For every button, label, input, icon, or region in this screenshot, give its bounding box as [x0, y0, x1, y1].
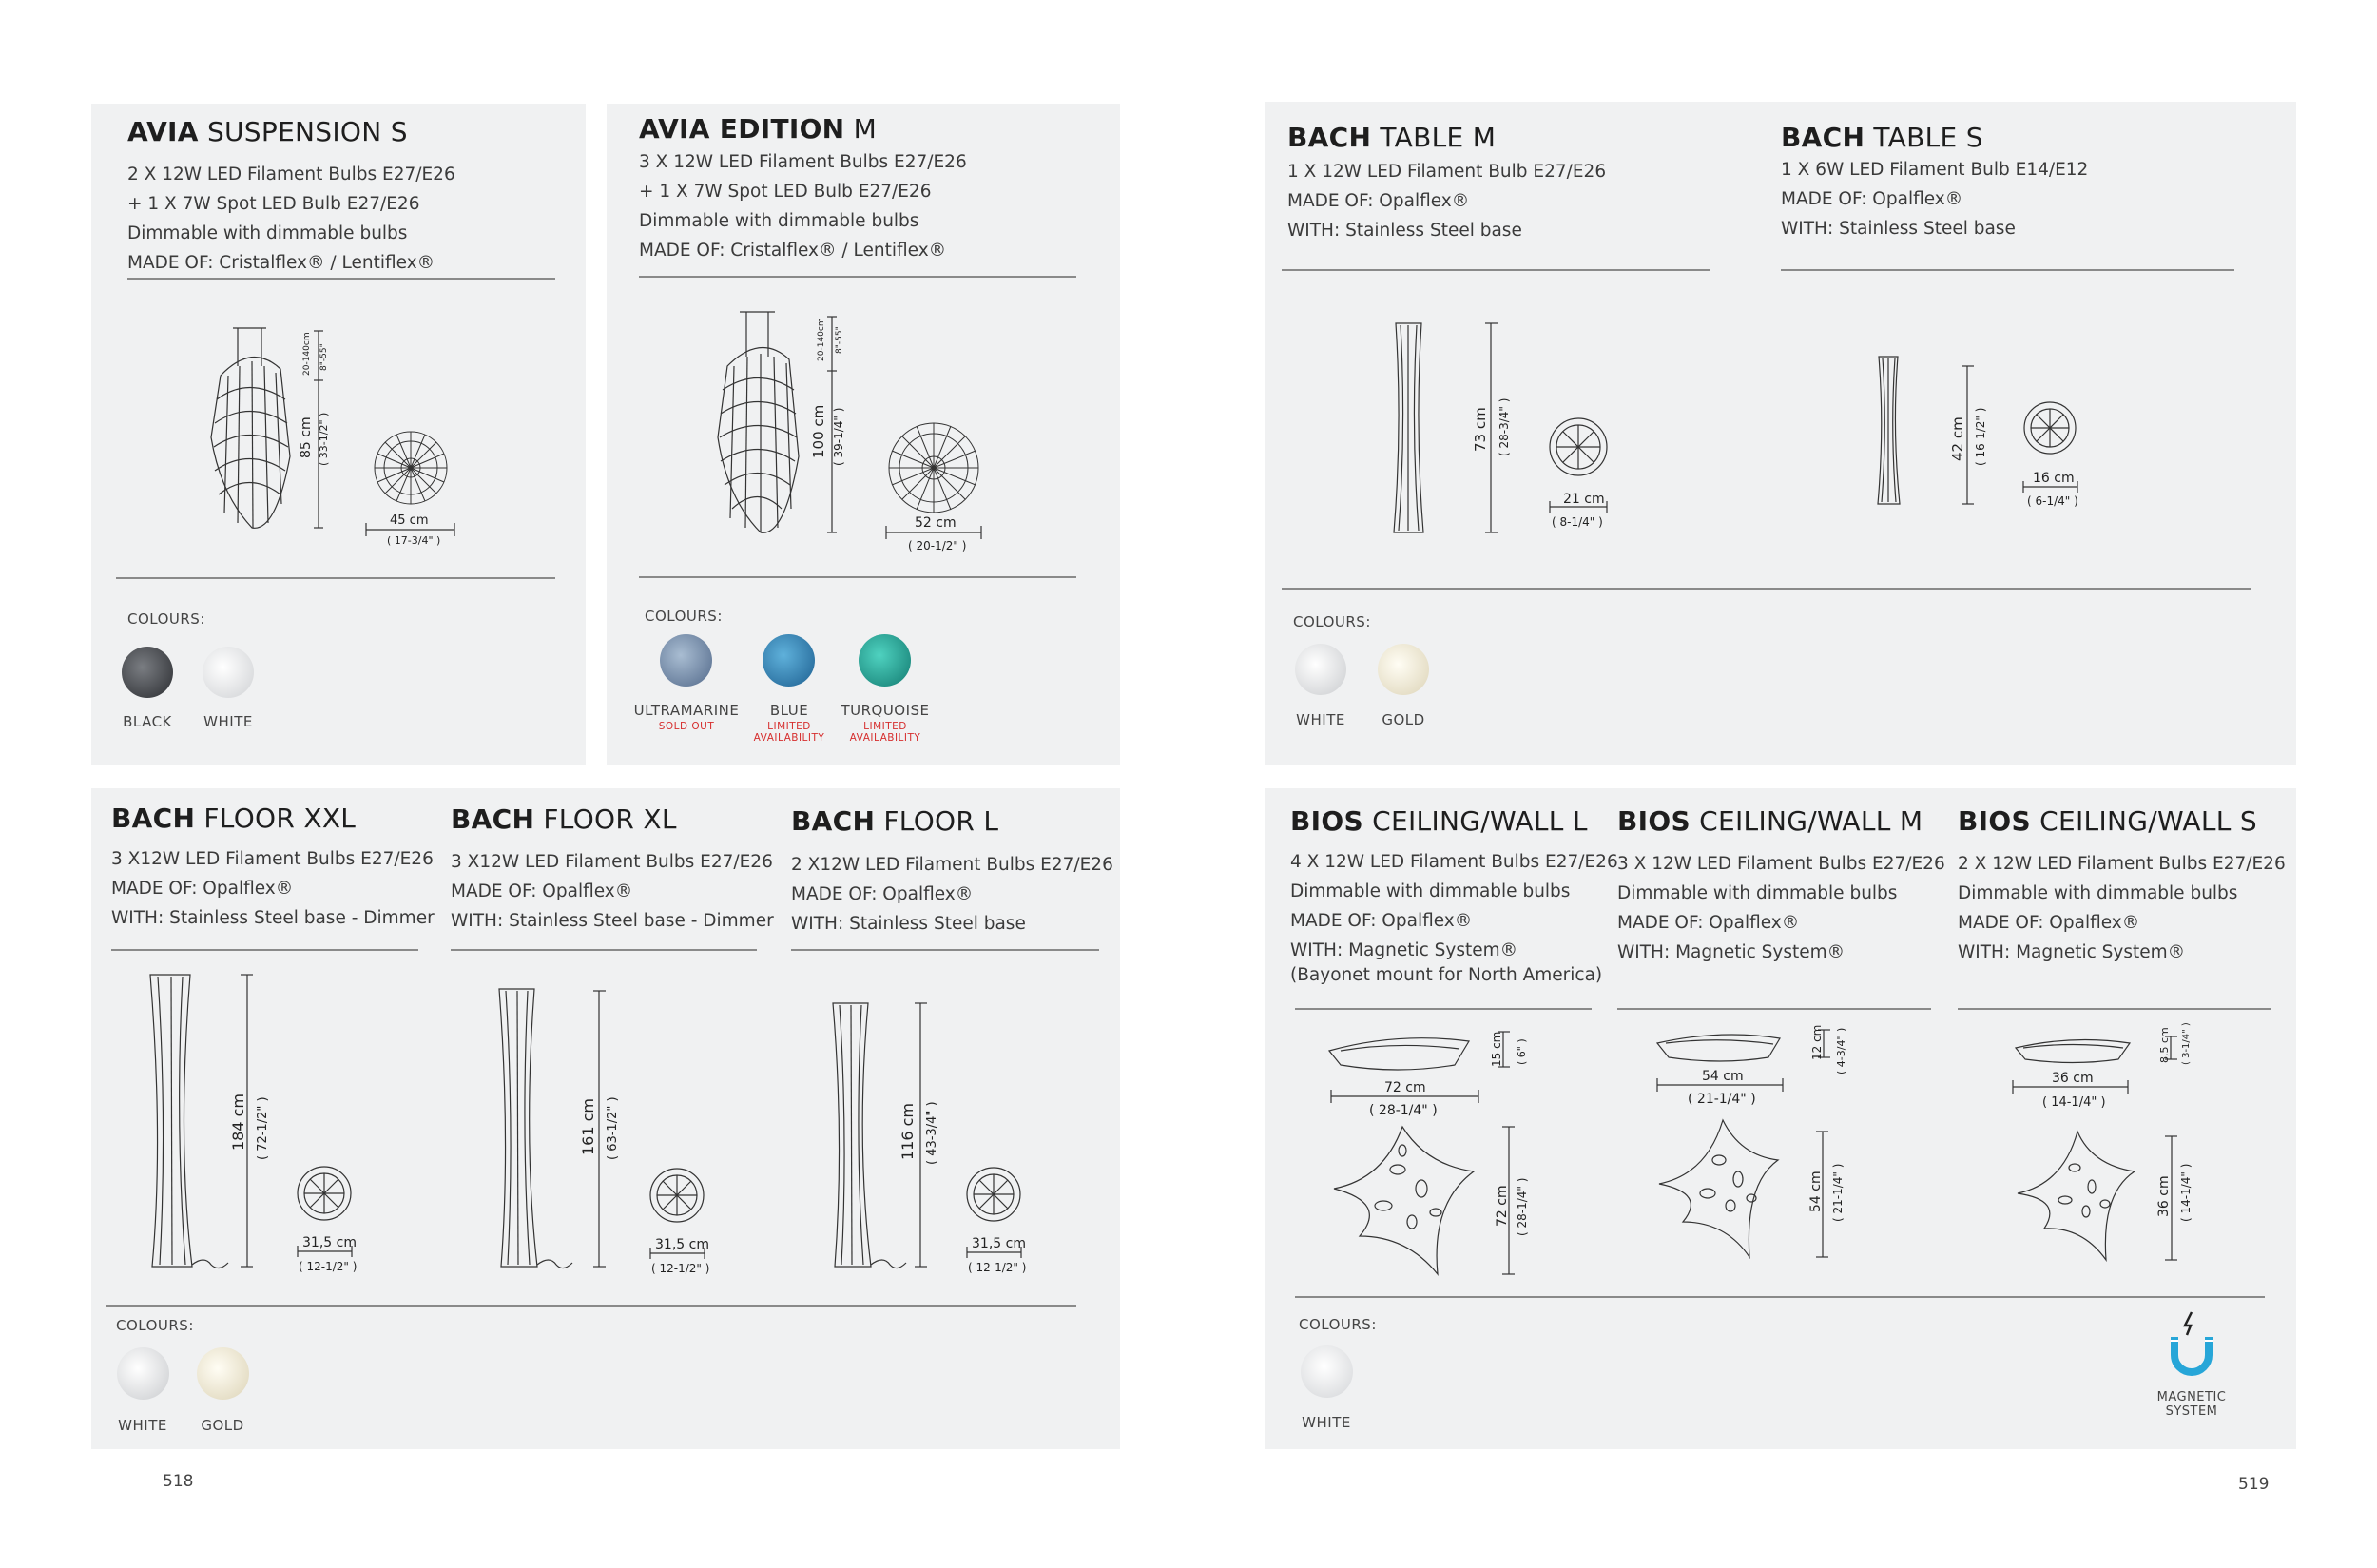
- spec-line: 3 X 12W LED Filament Bulbs E27/E26: [639, 152, 967, 172]
- colours-label: COLOURS:: [1293, 613, 1371, 630]
- page-number-right: 519: [2238, 1475, 2270, 1494]
- dim-depth-in: ( 3-1/4" ): [2181, 1022, 2192, 1065]
- colour-name: WHITE: [118, 1417, 167, 1434]
- colour-name: WHITE: [1302, 1414, 1351, 1431]
- spec-line: 2 X12W LED Filament Bulbs E27/E26: [791, 855, 1113, 875]
- spec-line: MADE OF: Opalflex®: [1287, 191, 1470, 211]
- dim-width-in: ( 8-1/4" ): [1552, 515, 1603, 529]
- spec-line: 3 X12W LED Filament Bulbs E27/E26: [451, 852, 773, 872]
- brand-name: BACH: [1287, 122, 1372, 153]
- dim-width: 45 cm: [390, 513, 429, 528]
- dim-length: 36 cm: [2156, 1175, 2172, 1217]
- dim-length-in: ( 21-1/4" ): [1831, 1163, 1845, 1222]
- spec-line: + 1 X 7W Spot LED Bulb E27/E26: [127, 194, 420, 214]
- colour-name: WHITE: [1296, 711, 1345, 728]
- spec-line: MADE OF: Cristalflex® / Lentiflex®: [127, 253, 435, 273]
- spec-line: 2 X 12W LED Filament Bulbs E27/E26: [127, 165, 455, 184]
- dim-height-in: ( 43-3/4" ): [925, 1101, 939, 1165]
- dim-width-in: ( 21-1/4" ): [1688, 1092, 1756, 1107]
- brand-name: BACH: [791, 805, 876, 837]
- dim-width: 52 cm: [915, 515, 957, 531]
- brand-name: BIOS: [1290, 805, 1363, 837]
- dim-height: 100 cm: [810, 404, 827, 458]
- spec-line: 2 X 12W LED Filament Bulbs E27/E26: [1958, 854, 2286, 874]
- dim-depth-in: ( 4-3/4" ): [1835, 1027, 1847, 1074]
- dim-width-in: ( 12-1/2" ): [651, 1262, 710, 1275]
- model-name: CEILING/WALL M: [1699, 805, 1923, 837]
- spec-line: Dimmable with dimmable bulbs: [127, 223, 408, 243]
- dim-height-in: ( 72-1/2" ): [256, 1096, 270, 1160]
- spec-line: MADE OF: Opalflex®: [1781, 189, 1963, 209]
- brand-name: BIOS: [1958, 805, 2031, 837]
- dim-depth: 8,5 cm: [2158, 1027, 2171, 1063]
- spec-line: Dimmable with dimmable bulbs: [1958, 883, 2238, 903]
- dim-width-in: ( 17-3/4" ): [387, 534, 441, 547]
- colour-note: LIMITED AVAILABILITY: [753, 721, 825, 744]
- colour-note: SOLD OUT: [658, 721, 715, 732]
- spec-line: Dimmable with dimmable bulbs: [1617, 883, 1898, 903]
- spec-line: WITH: Stainless Steel base: [1781, 219, 2016, 239]
- dim-width-in: ( 6-1/4" ): [2027, 494, 2078, 508]
- dim-height: 161 cm: [579, 1097, 597, 1155]
- brand-name: AVIA: [127, 116, 199, 147]
- colour-name: GOLD: [201, 1417, 244, 1434]
- model-name: SUSPENSION S: [206, 116, 408, 147]
- dim-height-in: ( 33-1/2" ): [318, 412, 330, 466]
- spec-line: MADE OF: Opalflex®: [1617, 913, 1800, 933]
- dim-width-in: ( 20-1/2" ): [908, 539, 967, 552]
- spec-line: 1 X 12W LED Filament Bulb E27/E26: [1287, 162, 1607, 182]
- spec-line: WITH: Stainless Steel base: [791, 914, 1026, 934]
- dim-width-in: ( 12-1/2" ): [968, 1261, 1027, 1274]
- dim-depth: 12 cm: [1810, 1024, 1824, 1060]
- colour-name: TURQUOISE: [841, 702, 930, 719]
- divider: [1295, 1296, 2265, 1298]
- spec-line: WITH: Magnetic System®: [1617, 942, 1846, 962]
- model-name: M: [853, 113, 878, 145]
- spec-line: WITH: Magnetic System®: [1958, 942, 2186, 962]
- spec-line: MADE OF: Cristalflex® / Lentiflex®: [639, 241, 947, 261]
- brand-name: AVIA EDITION: [639, 113, 845, 145]
- dim-drop: 20-140cm: [817, 318, 826, 361]
- dim-width: 31,5 cm: [972, 1236, 1026, 1251]
- dim-length-in: ( 14-1/4" ): [2179, 1163, 2193, 1222]
- spec-line: Dimmable with dimmable bulbs: [639, 211, 919, 231]
- colours-label: COLOURS:: [116, 1317, 194, 1334]
- colours-label: COLOURS:: [645, 608, 723, 625]
- spec-line: MADE OF: Opalflex®: [111, 879, 294, 899]
- colour-name: BLACK: [123, 713, 172, 730]
- model-name: FLOOR L: [883, 805, 999, 837]
- page-number-left: 518: [163, 1472, 194, 1491]
- spec-line: 3 X 12W LED Filament Bulbs E27/E26: [1617, 854, 1945, 874]
- dim-height: 85 cm: [299, 416, 314, 458]
- dim-width: 72 cm: [1384, 1080, 1426, 1095]
- spec-line: WITH: Magnetic System®: [1290, 940, 1518, 960]
- spec-line: + 1 X 7W Spot LED Bulb E27/E26: [639, 182, 932, 202]
- brand-name: BIOS: [1617, 805, 1691, 837]
- spec-line: (Bayonet mount for North America): [1290, 965, 1603, 985]
- model-name: TABLE M: [1380, 122, 1497, 153]
- model-name: CEILING/WALL S: [2039, 805, 2257, 837]
- dim-width: 16 cm: [2033, 471, 2075, 486]
- brand-name: BACH: [1781, 122, 1865, 153]
- colours-label: COLOURS:: [1299, 1316, 1377, 1333]
- dim-height: 73 cm: [1472, 407, 1489, 452]
- spec-line: WITH: Stainless Steel base - Dimmer: [111, 908, 435, 928]
- spec-line: MADE OF: Opalflex®: [1958, 913, 2140, 933]
- magnetic-system-label: [2144, 1390, 2239, 1419]
- dim-width-in: ( 28-1/4" ): [1369, 1103, 1438, 1118]
- model-name: FLOOR XXL: [203, 803, 357, 834]
- swatch-white[interactable]: [1301, 1345, 1353, 1398]
- dim-width: 54 cm: [1702, 1069, 1744, 1084]
- colour-note: LIMITED AVAILABILITY: [849, 721, 921, 744]
- model-name: TABLE S: [1873, 122, 1983, 153]
- dim-width: 36 cm: [2052, 1071, 2094, 1086]
- colour-name: BLUE: [769, 702, 809, 719]
- spec-line: 1 X 6W LED Filament Bulb E14/E12: [1781, 160, 2089, 180]
- dim-height-in: ( 63-1/2" ): [606, 1096, 620, 1160]
- dim-length-in: ( 28-1/4" ): [1516, 1177, 1529, 1236]
- dim-height: 42 cm: [1949, 416, 1966, 461]
- colour-name: GOLD: [1382, 711, 1425, 728]
- magnet-icon: [2168, 1312, 2215, 1379]
- spec-line: 4 X 12W LED Filament Bulbs E27/E26: [1290, 852, 1618, 872]
- dim-drop: 20-140cm: [302, 332, 312, 376]
- colour-name: ULTRAMARINE: [633, 702, 740, 719]
- dim-width-in: ( 12-1/2" ): [299, 1260, 358, 1273]
- colour-name: WHITE: [203, 713, 253, 730]
- dim-drop-in: 8"-55": [835, 326, 844, 354]
- dim-width: 31,5 cm: [655, 1237, 709, 1252]
- brand-name: BACH: [451, 803, 535, 835]
- dim-depth: 15 cm: [1490, 1031, 1503, 1067]
- spec-line: WITH: Stainless Steel base: [1287, 221, 1522, 241]
- magnetic-line2: SYSTEM: [2165, 1404, 2218, 1419]
- dim-length: 54 cm: [1808, 1171, 1824, 1212]
- dim-height-in: ( 28-3/4" ): [1498, 397, 1511, 456]
- dim-height: 184 cm: [229, 1093, 247, 1151]
- spec-line: MADE OF: Opalflex®: [791, 884, 974, 904]
- dim-height-in: ( 16-1/2" ): [1974, 407, 1987, 466]
- dim-depth-in: ( 6" ): [1516, 1038, 1528, 1065]
- dim-width: 21 cm: [1563, 492, 1605, 507]
- dim-length: 72 cm: [1495, 1185, 1510, 1227]
- dim-drop-in: 8"-55": [319, 343, 329, 371]
- dim-width-in: ( 14-1/4" ): [2042, 1095, 2106, 1110]
- dim-width: 31,5 cm: [302, 1235, 357, 1250]
- magnetic-line1: MAGNETIC: [2156, 1390, 2227, 1404]
- spec-line: MADE OF: Opalflex®: [1290, 911, 1473, 931]
- colours-label: COLOURS:: [127, 610, 205, 628]
- brand-name: BACH: [111, 803, 196, 834]
- dim-height: 116 cm: [899, 1102, 917, 1160]
- model-name: CEILING/WALL L: [1372, 805, 1588, 837]
- spec-line: MADE OF: Opalflex®: [451, 881, 633, 901]
- model-name: FLOOR XL: [543, 803, 677, 835]
- dim-height-in: ( 39-1/4" ): [832, 407, 845, 466]
- spec-line: WITH: Stainless Steel base - Dimmer: [451, 911, 774, 931]
- spec-line: 3 X12W LED Filament Bulbs E27/E26: [111, 849, 434, 869]
- spec-line: Dimmable with dimmable bulbs: [1290, 881, 1571, 901]
